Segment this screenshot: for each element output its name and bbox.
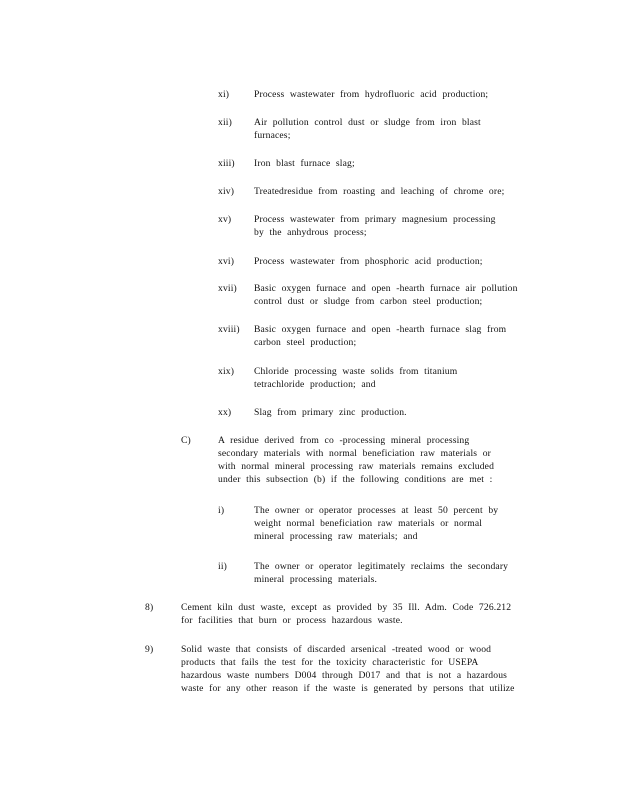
list-item-text-line: Iron blast furnace slag; <box>254 158 355 169</box>
list-marker: xv) <box>218 214 232 225</box>
list-marker: xiii) <box>218 158 235 169</box>
list-marker: xvi) <box>218 256 235 267</box>
list-item-text-line: tetrachloride production; and <box>254 379 376 390</box>
list-item-text-line: carbon steel production; <box>254 337 357 348</box>
list-item-text-line: mineral processing materials. <box>254 574 378 585</box>
list-item-text-line: waste for any other reason if the waste is generated by persons that utilize <box>181 683 515 694</box>
list-item-text-line: Slag from primary zinc production. <box>254 407 407 418</box>
list-item-text-line: Process wastewater from hydrofluoric acid production; <box>254 89 489 100</box>
list-item-text-line: hazardous waste numbers D004 through D017 and that is not a hazardous <box>181 670 508 681</box>
list-marker: 8) <box>145 602 154 613</box>
section-marker: C) <box>181 435 191 446</box>
list-item-text-line: The owner or operator processes at least 50 percent by <box>254 505 499 516</box>
list-marker: xviii) <box>218 324 240 335</box>
list-item-text-line: Process wastewater from primary magnesium processing <box>254 214 496 225</box>
list-item-text-line: furnaces; <box>254 130 291 141</box>
section-text-line: secondary materials with normal beneficiation raw materials or <box>218 448 491 459</box>
list-marker: ii) <box>218 561 227 572</box>
list-item-text-line: weight normal beneficiation raw materials or normal <box>254 518 483 529</box>
list-marker: xiv) <box>218 186 235 197</box>
list-item-text-line: Air pollution control dust or sludge from iron blast <box>254 117 481 128</box>
list-marker: xx) <box>218 407 232 418</box>
list-item-text-line: Basic oxygen furnace and open -hearth furnace air pollution <box>254 283 518 294</box>
list-marker: xi) <box>218 89 230 100</box>
list-item-text-line: Basic oxygen furnace and open -hearth furnace slag from <box>254 324 507 335</box>
list-item-text-line: control dust or sludge from carbon steel production; <box>254 296 483 307</box>
section-text-line: under this subsection (b) if the following conditions are met : <box>218 474 493 485</box>
list-item-text-line: Process wastewater from phosphoric acid production; <box>254 256 483 267</box>
list-marker: i) <box>218 505 225 516</box>
list-item-text-line: Treatedresidue from roasting and leaching of chrome ore; <box>254 186 505 197</box>
list-item-text-line: by the anhydrous process; <box>254 227 367 238</box>
section-text-line: A residue derived from co -processing mineral processing <box>218 435 470 446</box>
list-item-text-line: Cement kiln dust waste, except as provided by 35 Ill. Adm. Code 726.212 <box>181 602 512 613</box>
list-item-text-line: Chloride processing waste solids from titanium <box>254 366 458 377</box>
section-text-line: with normal mineral processing raw materials remains excluded <box>218 461 495 472</box>
list-marker: xii) <box>218 117 232 128</box>
list-item-text-line: products that fails the test for the toxicity characteristic for USEPA <box>181 657 479 668</box>
list-marker: xix) <box>218 366 235 377</box>
list-item-text-line: The owner or operator legitimately reclaims the secondary <box>254 561 509 572</box>
list-item-text-line: mineral processing raw materials; and <box>254 531 418 542</box>
list-marker: 9) <box>145 644 154 655</box>
list-marker: xvii) <box>218 283 237 294</box>
list-item-text-line: for facilities that burn or process hazardous waste. <box>181 615 403 626</box>
list-item-text-line: Solid waste that consists of discarded arsenical -treated wood or wood <box>181 644 492 655</box>
